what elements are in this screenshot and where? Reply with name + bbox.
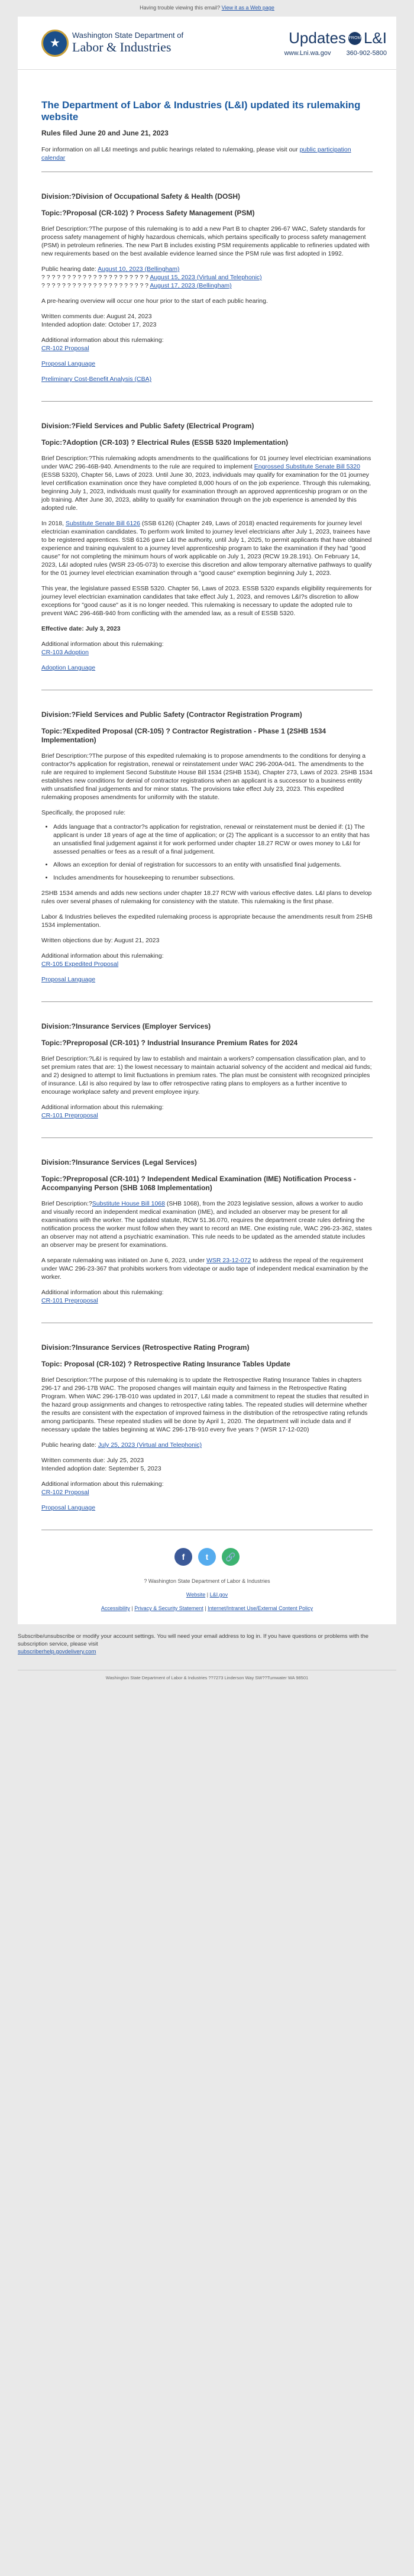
topic-heading: Topic:?Proposal (CR-102) ? Process Safety Management (PSM) — [41, 209, 255, 217]
cba-link[interactable]: Preliminary Cost-Benefit Analysis (CBA) — [41, 376, 152, 383]
topic-heading: Topic:?Preproposal (CR-101) ? Industrial Insurance Premium Rates for 2024 — [41, 1039, 298, 1047]
additional-info-label: Additional information about this rulemaking: — [41, 1289, 164, 1296]
essb-5320-link[interactable]: Engrossed Substitute Senate Bill 5320 — [254, 463, 360, 470]
proposal-language-link[interactable]: Proposal Language — [41, 1504, 96, 1511]
email-footer: f t 🔗 ? Washington State Department of Labor & Industries Website | L&I.gov Accessibility | Privacy & Security Statement | Internet/Intranet Use/External Content Policy — [41, 1530, 373, 1624]
updates-word: Updates — [289, 29, 346, 47]
email-header — [18, 17, 396, 70]
topic-heading: Topic:?Preproposal (CR-101) ? Independent Medical Examination (IME) Notification Process - Accompanying Person (SHB 1068 Implementation) — [41, 1175, 356, 1192]
additional-info-label: Additional information about this rulemaking: — [41, 952, 164, 959]
overview-note: A pre-hearing overview will occur one hour prior to the start of each public hearing. — [41, 298, 268, 305]
adoption-date: Intended adoption date: September 5, 2023 — [41, 1465, 161, 1472]
logo-line1: Washington State Department of — [72, 31, 184, 40]
cr102-proposal-link[interactable]: CR-102 Proposal — [41, 1489, 89, 1496]
section-contractor-registration — [41, 690, 373, 1002]
brief-description: Brief Description:?The purpose of this rulemaking is to update the Retrospective Rating Insurance Tables in chapters 296-17 and 296-17B WAC. The proposed changes will maintain equity and fairness in the Retrospective Rating Program. When WAC 296-17B-010 was updated in 2017, L&I made a commitment to repeat the studies that resulted in the hazard group assignments and changes to retrospective rating tables. The repeated studies will determine whether the results are consistent with the expectation of improved fairness in the distribution of the retrospective rating refunds among participants. These repeated studies will be done by April 1, 2020. The department will include data and if necessary update the tables beginning at WAC 296-17B-910 every five years ? (WSR 17-12-020) — [41, 1376, 369, 1433]
wsr-link[interactable]: WSR 23-12-072 — [206, 1257, 251, 1264]
topic-heading: Topic:?Adoption (CR-103) ? Electrical Rules (ESSB 5320 Implementation) — [41, 438, 289, 447]
cr101-preproposal-link[interactable]: CR-101 Preproposal — [41, 1112, 98, 1119]
topic-heading: Topic: Proposal (CR-102) ? Retrospective Rating Insurance Tables Update — [41, 1360, 290, 1368]
cr102-proposal-link[interactable]: CR-102 Proposal — [41, 345, 89, 352]
phases-paragraph: 2SHB 1534 amends and adds new sections under chapter 18.27 RCW with various effective dates. L&I plans to develop rules over several phases of rulemaking for consistency with the statute. This rulemaking is the first phase. — [41, 890, 372, 905]
section-dosh-psm — [41, 172, 373, 402]
list-item: • Includes amendments for housekeeping to renumber subsections. — [53, 874, 373, 882]
division-heading: Division:?Insurance Services (Employer Services) — [41, 1022, 211, 1030]
list-item: • Allows an exception for denial of registration for successors to an entity with unsatisfied final judgements. — [53, 861, 373, 869]
subscriber-help-link[interactable]: subscriberhelp.govdelivery.com — [18, 1649, 96, 1655]
division-heading: Division:?Field Services and Public Safety (Electrical Program) — [41, 422, 254, 430]
brief-description: Brief Description:?This rulemaking adopts amendments to the qualifications for 01 journey level electrician examinations under WAC 296-46B-940. Amendments to the rule are required to implement Engrossed Substitute Senate Bill 5320 (ESSB 5320), Chapter 56, Laws of 2023. Until June 30, 2023, individuals may qualify for examination for the 01 journey level certification examination once they have completed 8,000 hours of on the job experience. Through this rulemaking, beginning July 1, 2023, individuals must qualify for examination through an approved apprenticeship program or on the job training. After June 30, 2023, ability to qualify for examination through on the job experience is amended by this adopted rule. — [41, 455, 371, 512]
division-heading: Division:?Insurance Services (Retrospective Rating Program) — [41, 1343, 250, 1352]
lni-word: L&I — [363, 29, 387, 47]
shb-1068-link[interactable]: Substitute House Bill 1068 — [92, 1200, 165, 1207]
brief-description: Brief Description:?The purpose of this rulemaking is to add a new Part B to chapter 296-67 WAC, Safety standards for process safety management of highly hazardous chemicals, which pertains specifically to process safety management (PSM) in petroleum refineries. The new Part B includes existing PSM requirements applicable to refineries updated with new requirements based on the best available evidence learned since the PSM rule was first adopted in 1992. — [41, 225, 370, 257]
hearing-dates: Public hearing date: July 25, 2023 (Virtual and Telephonic) — [41, 1441, 202, 1449]
website-text: www.Lni.wa.gov — [284, 50, 331, 57]
expedited-paragraph: Labor & Industries believes the expedited rulemaking process is appropriate because the amendments result from 2SHB 1534 implementation. — [41, 913, 373, 929]
hearing-link-1[interactable]: July 25, 2023 (Virtual and Telephonic) — [98, 1441, 202, 1449]
accessibility-link[interactable]: Accessibility — [101, 1605, 130, 1611]
lni-gov-link[interactable]: L&I.gov — [209, 1592, 228, 1598]
rules-filed-heading: Rules filed June 20 and June 21, 2023 — [41, 129, 169, 137]
division-heading: Division:?Field Services and Public Safety (Contractor Registration Program) — [41, 710, 302, 719]
adoption-language-link[interactable]: Adoption Language — [41, 664, 96, 671]
share-link-icon[interactable]: 🔗 — [222, 1548, 240, 1566]
separate-rulemaking-paragraph: A separate rulemaking was initiated on June 6, 2023, under WSR 23-12-072 to address the repeal of the requirement under WAC 296-23-367 that prohibits workers from videotape or audio tape of independent medical examination by the worker. — [41, 1257, 368, 1281]
section-employer-services — [41, 1002, 373, 1138]
adoption-date: Intended adoption date: October 17, 2023 — [41, 321, 157, 328]
logo-line2: Labor & Industries — [72, 40, 172, 54]
legislature-paragraph: This year, the legislature passed ESSB 5320. Chapter 56, Laws of 2023. ESSB 5320 expands eligibility requirements for journey level electrician examination candidates that take effect July 1, 2023, and removes L&I?s discretion to allow exceptions for "good cause" as it is no longer needed. This rulemaking is necessary to update the adopted rule to prevent WAC 296-46B-940 from conflicting with the amended law, as a result of ESSB 5320. — [41, 585, 372, 617]
page-title: The Department of Labor & Industries (L&I) updated its rulemaking website — [41, 99, 361, 122]
effective-date: Effective date: July 3, 2023 — [41, 625, 121, 632]
proposal-language-link[interactable]: Proposal Language — [41, 976, 96, 983]
list-item: • Adds language that a contractor?s application for registration, renewal or reinstatement must be denied if: (1) The applicant is under 18 years of age at the time of application; or (2) The applicant is a successor to an entity that has an unsatisfied final judgement against it for work performed under chapter 18.27 RCW or owes money to L&I for assessed penalties or fees as a result of a final judgement. — [53, 823, 373, 856]
privacy-link[interactable]: Privacy & Security Statement — [134, 1605, 203, 1611]
cr105-expedited-link[interactable]: CR-105 Expedited Proposal — [41, 961, 119, 968]
proposal-language-link[interactable]: Proposal Language — [41, 360, 96, 367]
trouble-text: Having trouble viewing this email? — [140, 5, 221, 11]
topic-heading: Topic:?Expedited Proposal (CR-105) ? Contractor Registration - Phase 1 (2SHB 1534 Implementation) — [41, 727, 326, 744]
proposed-rule-list — [53, 823, 373, 882]
hearing-dates: Public hearing date: August 10, 2023 (Bellingham) ? ? ? ? ? ? ? ? ? ? ? ? ? ? ? ? ? ? ? ? ? August 15, 2023 (Virtual and Telephonic) ? ? ? ? ? ? ? ? ? ? ? ? ? ? ? ? ? ? ? ? ? August 17, 2023 (Bellingham) — [41, 266, 262, 289]
subscribe-text: Subscribe/unsubscribe or modify your account settings. You will need your email address to log in. If you have questions or problems with the subscription service, please visit — [18, 1633, 369, 1647]
additional-info-label: Additional information about this rulemaking: — [41, 1481, 164, 1488]
view-in-browser-bar — [0, 0, 414, 17]
updates-banner — [284, 29, 387, 57]
brief-description: Brief Description:?The purpose of this expedited rulemaking is to propose amendments to the conditions for denying a contractor?s application for registration, renewal or reinstatement under WAC 296-200A-041. The amendments to the rule are required to implement Second Substitute House Bill 1534 (2SHB 1534), Chapter 273, Laws of 2023. 2SHB 1534 establishes new conditions for denial of contractor registrations when an applicant is a successor to a business entity with unsatisfied final judgements and for minor status. The provisions take effect July 23, 2023. This expedited rulemaking proposes amendments for uniformity with the statute. — [41, 752, 373, 801]
additional-info-label: Additional information about this rulemaking: — [41, 641, 164, 648]
hearing-link-1[interactable]: August 10, 2023 (Bellingham) — [98, 266, 180, 273]
additional-info-label: Additional information about this rulemaking: — [41, 337, 164, 344]
division-heading: Division:?Insurance Services (Legal Services) — [41, 1158, 197, 1166]
intro-paragraph: For information on all L&I meetings and public hearings related to rulemaking, please visit our public participation calendar — [41, 146, 351, 161]
copyright: ? Washington State Department of Labor & Industries — [144, 1578, 270, 1584]
lni-logo[interactable] — [41, 30, 183, 57]
website-link[interactable]: Website — [186, 1592, 206, 1598]
view-as-webpage-link[interactable]: View it as a Web page — [221, 5, 274, 11]
ssb-6126-link[interactable]: Substitute Senate Bill 6126 — [65, 520, 140, 527]
section-legal-services — [41, 1138, 373, 1323]
hearing-link-3[interactable]: August 17, 2023 (Bellingham) — [150, 282, 232, 289]
cr101-preproposal-link[interactable]: CR-101 Preproposal — [41, 1297, 98, 1304]
email-body — [18, 17, 396, 1624]
cr103-adoption-link[interactable]: CR-103 Adoption — [41, 649, 89, 656]
address-line: Washington State Department of Labor & Industries ??7273 Linderson Way SW??Tumwater WA 98501 — [18, 1670, 396, 1680]
from-badge: FROM — [348, 32, 361, 45]
brief-description: Brief Description:?L&I is required by law to establish and maintain a workers? compensation classification plan, and to set premium rates that are: 1) the lowest necessary to maintain actuarial solvency of the accident and medical aid funds; and 2) designed to attempt to limit fluctuations in premium rates. The plan must be consistent with recognized principles of insurance. L&I is also required by law to offer retrospective rating plans to employers as a further incentive to encourage workplace safety and prevent employee injury. — [41, 1055, 372, 1095]
subscription-footer — [18, 1624, 396, 1664]
history-paragraph: In 2018, Substitute Senate Bill 6126 (SSB 6126) (Chapter 249, Laws of 2018) enacted requirements for journey level electrician examination candidates. To perform work limited to journey level electricians after July 1, 2023, trainees have to be registered apprentices. SSB 6126 gave L&I the authority, until July 1, 2025, to permit applicants that have obtained experience and training equivalent to a journey level apprenticeship program to take the examination if they had "good cause" for not completing the minimum hours of work applicable on July 1, 2023 (RCW 19.28.191). On February 14, 2023, L&I adopted rules (WSR 23-05-073) to exercise this discretion and allow temporary alternative pathways to qualify for the 01 journey level electrician examination through a "good cause" exemption beginning July 1, 2023. — [41, 520, 372, 577]
washington-seal-icon: ★ — [41, 30, 69, 57]
phone-text: 360-902-5800 — [346, 50, 387, 57]
objections-due: Written objections due by: August 21, 2023 — [41, 937, 160, 944]
comments-due: Written comments due: July 25, 2023 — [41, 1457, 144, 1464]
specifically-label: Specifically, the proposed rule: — [41, 809, 126, 816]
facebook-icon[interactable]: f — [174, 1548, 192, 1566]
section-retro-rating — [41, 1323, 373, 1530]
division-heading: Division:?Division of Occupational Safety & Health (DOSH) — [41, 192, 241, 201]
public-participation-calendar-link[interactable]: public participation calendar — [41, 146, 351, 161]
twitter-icon[interactable]: t — [198, 1548, 216, 1566]
additional-info-label: Additional information about this rulemaking: — [41, 1104, 164, 1111]
hearing-link-2[interactable]: August 15, 2023 (Virtual and Telephonic) — [150, 274, 262, 281]
comments-due: Written comments due: August 24, 2023 — [41, 313, 152, 320]
social-links — [41, 1548, 373, 1566]
brief-description: Brief Description:?Substitute House Bill 1068 (SHB 1068), from the 2023 legislative session, allows a worker to audio and visually record an independent medical examination (IME), and included an observer may be present for all examinations with the worker. The updated statute, RCW 51.36.070, requires the department create rules defining the notification process the worker must follow when they want to record an IME. One existing rule, WAC 296-23-362, states an observer may not attend a psychiatric examination. This rule needs to be updated as the amended statute includes an observer may be present for examinations. — [41, 1200, 372, 1249]
internet-policy-link[interactable]: Internet/Intranet Use/External Content Policy — [208, 1605, 313, 1611]
section-electrical — [41, 402, 373, 690]
